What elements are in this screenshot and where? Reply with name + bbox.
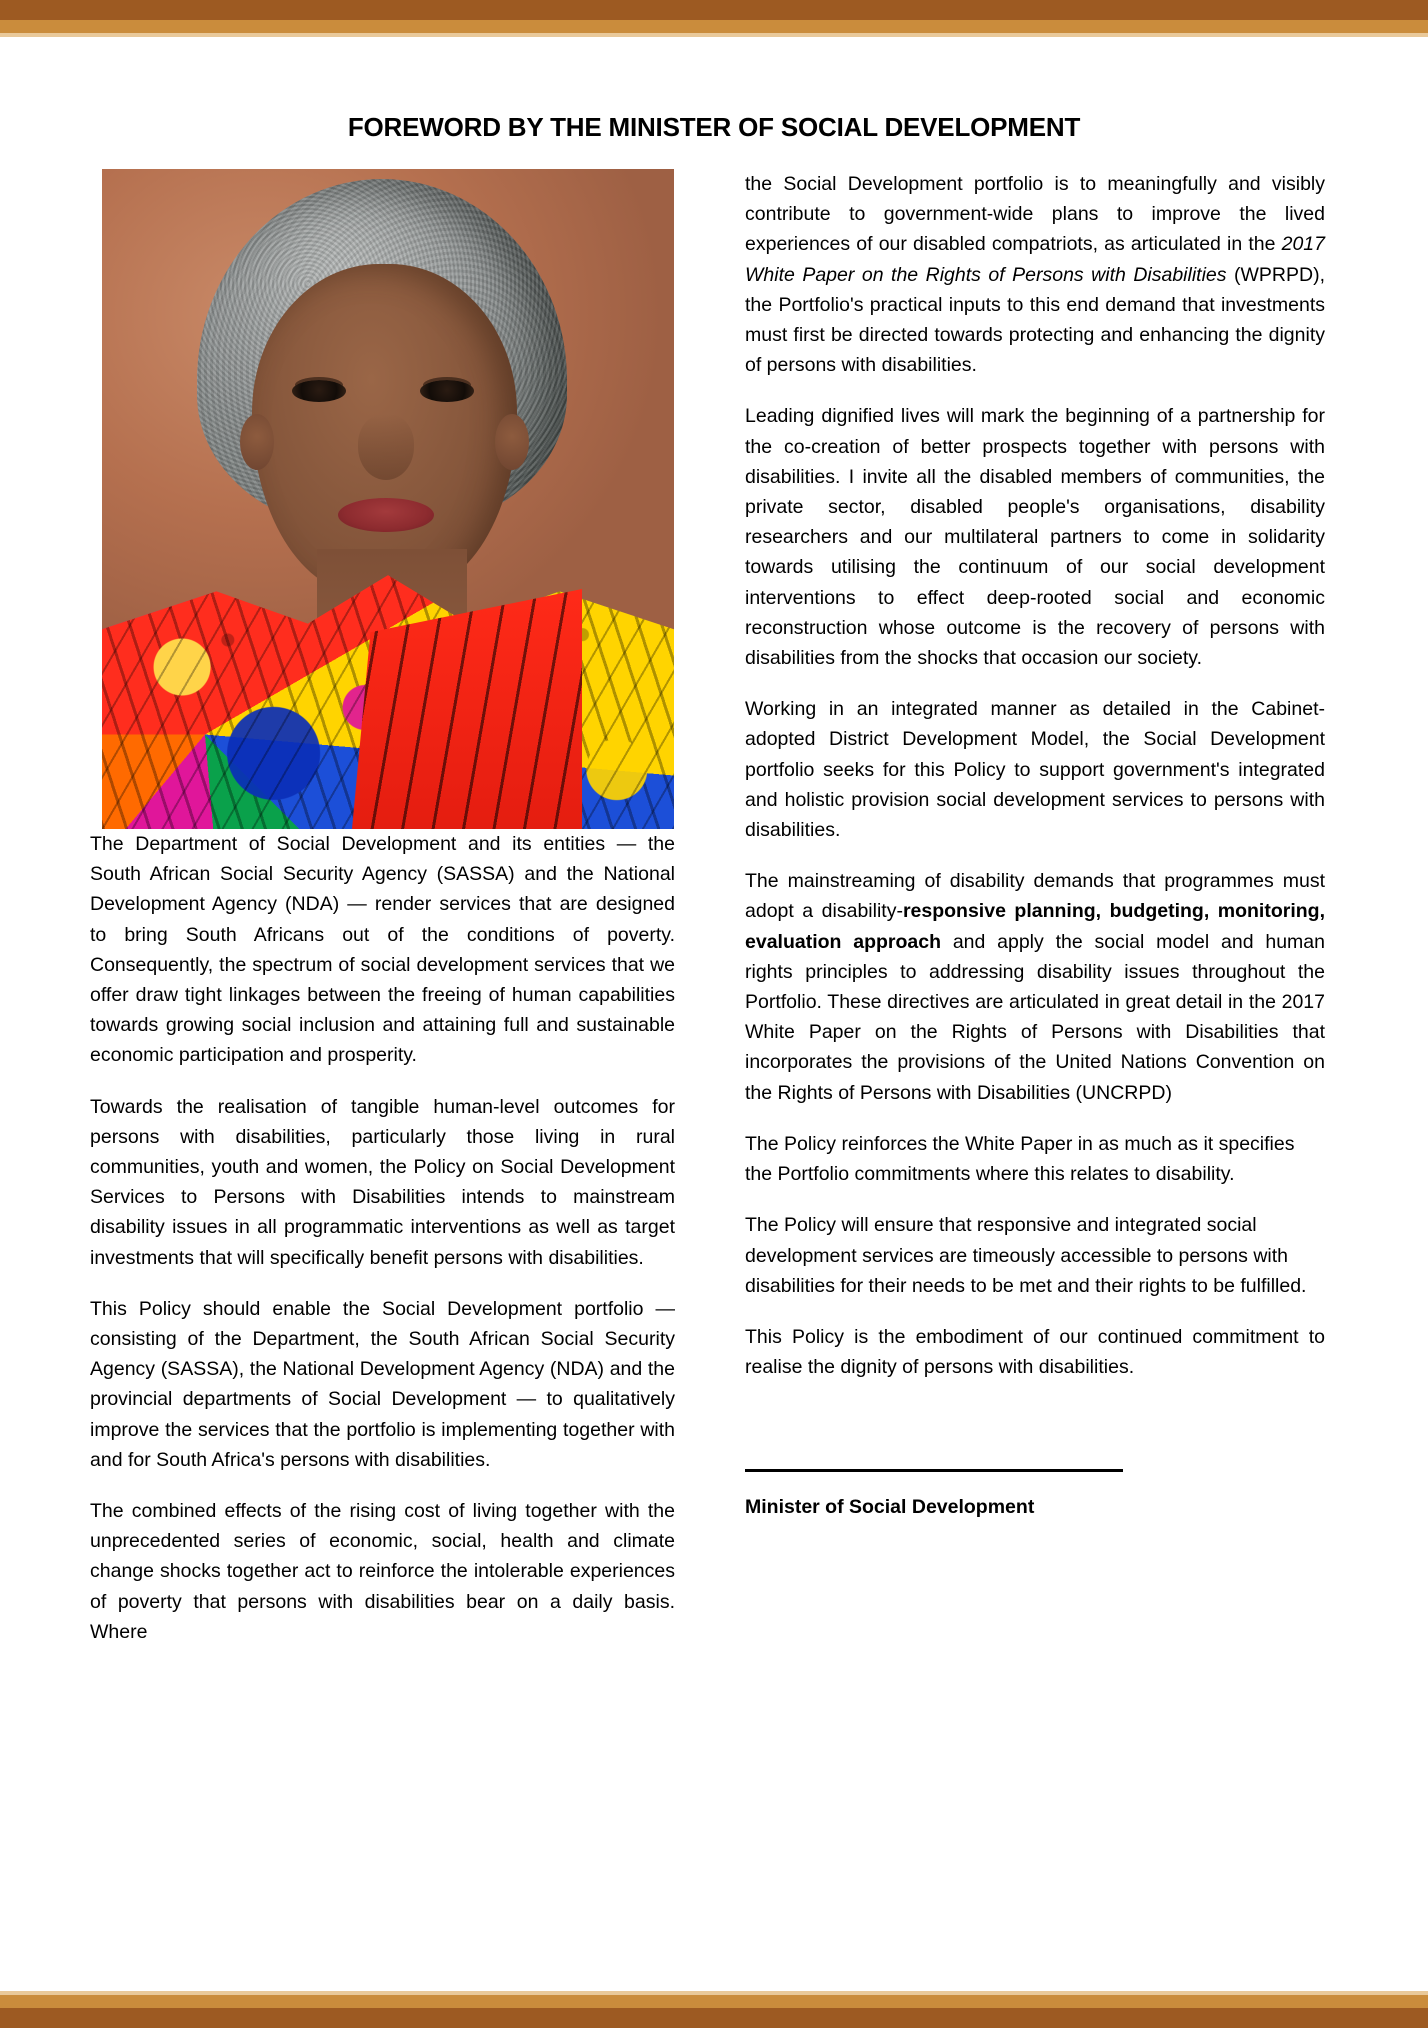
border-band-gold-bottom xyxy=(0,1995,1428,2008)
right-paragraph-4-tail: and apply the social model and human rights principles to addressing disability issues throughout the Portfolio. These directives are articulated in great detail in the 2017 White Paper on the Rights of Persons with Disabilities that incorporates the provisions of the United Nations Convention on the Rights of Persons with Disabilities (UNCRPD) xyxy=(745,930,1325,1104)
right-paragraph-1-tail: (WPRPD), the Portfolio's practical inputs to this end demand that investments must first be directed towards protecting and enhancing the dignity of persons with disabilities. xyxy=(745,263,1326,377)
portrait-ear-right xyxy=(495,414,529,470)
right-paragraph-2: Leading dignified lives will mark the beginning of a partnership for the co-creation of better prospects together with persons with disabilities. I invite all the disabled members of communities, the private sector, disabled people's organisations, disability researchers and our multilateral partners to come in solidarity towards utilising the continuum of our social development interventions to effect deep-rooted social and economic reconstruction whose outcome is the recovery of persons with disabilities from the shocks that occasion our society. xyxy=(745,405,1325,670)
signature-line xyxy=(745,1469,1123,1472)
left-paragraph-1: The Department of Social Development and its entities — the South African Social Security Agency (SASSA) and the National Development Agency (NDA) — render services that are designed to bring South Africans out of the conditions of poverty. Consequently, the spectrum of social development services that we offer draw tight linkages between the freeing of human capabilities towards growing social inclusion and attaining full and sustainable economic participation and prosperity. xyxy=(90,833,675,1067)
document-page xyxy=(0,37,1428,1991)
right-paragraph-7: This Policy is the embodiment of our continued commitment to realise the dignity of persons with disabilities. xyxy=(745,1325,1325,1379)
minister-portrait-photo xyxy=(102,169,674,829)
right-column xyxy=(745,169,1325,1520)
right-paragraph-1 xyxy=(745,169,1325,380)
portrait-eye-right xyxy=(420,380,474,402)
portrait-face xyxy=(252,264,517,594)
border-band-dark-bottom xyxy=(0,2008,1428,2028)
responsive-approach-bold: responsive planning, budgeting, monitoring, evaluation approach xyxy=(745,900,1325,953)
left-paragraph-4: The combined effects of the rising cost of living together with the unprecedented series of economic, social, health and climate change shocks together act to reinforce the intolerable experiences of poverty that persons with disabilities bear on a daily basis. Where xyxy=(90,1500,675,1643)
minister-signature-title: Minister of Social Development xyxy=(745,1496,1035,1519)
page-border-top xyxy=(0,0,1428,37)
page-title: FOREWORD BY THE MINISTER OF SOCIAL DEVELOPMENT xyxy=(347,112,1081,142)
white-paper-title-italic: 2017 White Paper on the Rights of Persons with Disabilities xyxy=(745,233,1325,286)
right-paragraph-5: The Policy reinforces the White Paper in as much as it specifies the Portfolio commitments where this relates to disability. xyxy=(745,1132,1295,1186)
left-paragraph-2: Towards the realisation of tangible human-level outcomes for persons with disabilities, particularly those living in rural communities, youth and women, the Policy on Social Development Services to Persons with Disabilities intends to mainstream disability issues in all programmatic interventions as well as target investments that will specifically benefit persons with disabilities. xyxy=(90,1095,675,1269)
right-paragraph-4-lead: The mainstreaming of disability demands that programmes must adopt a disability- xyxy=(745,870,1325,923)
portrait-ear-left xyxy=(240,414,274,470)
signature-spacer xyxy=(745,1403,1325,1469)
right-paragraph-4 xyxy=(745,866,1325,1108)
portrait-mouth xyxy=(338,498,434,532)
right-paragraph-1-lead: the Social Development portfolio is to meaningfully and visibly contribute to government-wide plans to improve the lived experiences of our disabled compatriots, as articulated in the xyxy=(745,173,1325,256)
right-paragraph-3: Working in an integrated manner as detailed in the Cabinet-adopted District Development Model, the Social Development portfolio seeks for this Policy to support government's integrated and holistic provision social development services to persons with disabilities. xyxy=(745,698,1325,842)
two-column-layout xyxy=(0,169,1428,1647)
border-band-dark xyxy=(0,0,1428,20)
left-column xyxy=(90,169,675,1647)
portrait-nose xyxy=(358,414,414,480)
border-band-gold xyxy=(0,20,1428,33)
right-paragraph-6: The Policy will ensure that responsive and integrated social development services are timeously accessible to persons with disabilities for their needs to be met and their rights to be fulfilled. xyxy=(745,1214,1307,1297)
left-paragraph-3: This Policy should enable the Social Development portfolio — consisting of the Department, the South African Social Security Agency (SASSA), the National Development Agency (NDA) and the provincial departments of Social Development — to qualitatively improve the services that the portfolio is implementing together with and for South Africa's persons with disabilities. xyxy=(90,1297,675,1471)
portrait-eye-left xyxy=(292,380,346,402)
page-border-bottom xyxy=(0,1991,1428,2028)
